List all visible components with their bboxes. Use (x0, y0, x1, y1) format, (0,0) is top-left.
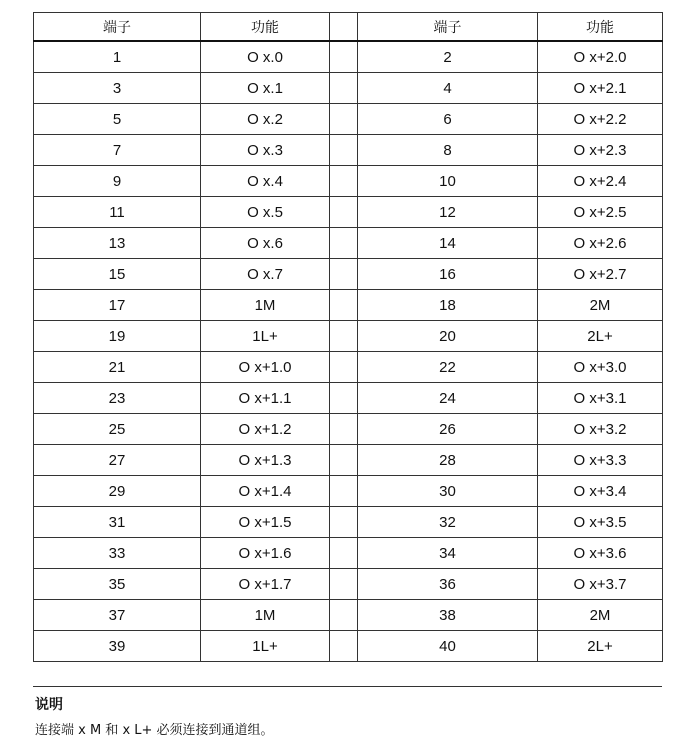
function-right-cell: 2L+ (538, 631, 663, 662)
function-left-cell: O x.4 (201, 166, 330, 197)
gap-cell (330, 383, 358, 414)
function-left-cell: O x+1.4 (201, 476, 330, 507)
function-right-cell: O x+2.6 (538, 228, 663, 259)
pin-right-cell: 4 (358, 73, 538, 104)
table-header-row (34, 13, 663, 42)
note-divider (33, 686, 662, 687)
function-left-cell: O x+1.2 (201, 414, 330, 445)
table-row (34, 197, 663, 228)
table-row (34, 321, 663, 352)
function-left-cell: O x.1 (201, 73, 330, 104)
gap-cell (330, 507, 358, 538)
pin-left-cell: 7 (34, 135, 201, 166)
table-row (34, 104, 663, 135)
table-row (34, 352, 663, 383)
gap-cell (330, 259, 358, 290)
table-row (34, 383, 663, 414)
pin-left-cell: 29 (34, 476, 201, 507)
function-left-cell: O x+1.6 (201, 538, 330, 569)
function-left-cell: O x+1.7 (201, 569, 330, 600)
function-right-cell: O x+3.2 (538, 414, 663, 445)
pin-left-cell: 35 (34, 569, 201, 600)
function-right-cell: 2M (538, 290, 663, 321)
pin-left-cell: 13 (34, 228, 201, 259)
pin-right-cell: 36 (358, 569, 538, 600)
gap-cell (330, 631, 358, 662)
pin-right-cell: 22 (358, 352, 538, 383)
gap-cell (330, 197, 358, 228)
function-right-cell: O x+2.0 (538, 41, 663, 73)
gap-cell (330, 135, 358, 166)
pin-left-cell: 25 (34, 414, 201, 445)
pin-left-cell: 23 (34, 383, 201, 414)
table-row (34, 166, 663, 197)
table-row (34, 600, 663, 631)
pin-right-cell: 2 (358, 41, 538, 73)
pin-right-cell: 10 (358, 166, 538, 197)
function-right-cell: O x+3.5 (538, 507, 663, 538)
function-left-cell: O x.0 (201, 41, 330, 73)
function-left-cell: O x+1.3 (201, 445, 330, 476)
function-right-cell: O x+3.4 (538, 476, 663, 507)
header-function-right: 功能 (538, 13, 663, 42)
gap-cell (330, 414, 358, 445)
gap-cell (330, 104, 358, 135)
table-row (34, 507, 663, 538)
table-row (34, 414, 663, 445)
gap-cell (330, 476, 358, 507)
pin-left-cell: 39 (34, 631, 201, 662)
pin-right-cell: 30 (358, 476, 538, 507)
table-row (34, 41, 663, 73)
gap-cell (330, 321, 358, 352)
header-pin-right: 端子 (358, 13, 538, 42)
table-row (34, 538, 663, 569)
function-left-cell: O x+1.1 (201, 383, 330, 414)
function-left-cell: 1M (201, 600, 330, 631)
function-left-cell: O x.6 (201, 228, 330, 259)
function-left-cell: O x.2 (201, 104, 330, 135)
pin-assignment-table (33, 12, 663, 662)
pin-left-cell: 17 (34, 290, 201, 321)
pin-right-cell: 8 (358, 135, 538, 166)
gap-cell (330, 166, 358, 197)
function-right-cell: O x+3.1 (538, 383, 663, 414)
pin-left-cell: 9 (34, 166, 201, 197)
note-title: 说明 (35, 697, 63, 713)
gap-cell (330, 290, 358, 321)
pin-left-cell: 5 (34, 104, 201, 135)
function-left-cell: O x.7 (201, 259, 330, 290)
pin-left-cell: 15 (34, 259, 201, 290)
header-function-left: 功能 (201, 13, 330, 42)
pin-left-cell: 1 (34, 41, 201, 73)
function-right-cell: O x+3.7 (538, 569, 663, 600)
pin-right-cell: 26 (358, 414, 538, 445)
gap-cell (330, 600, 358, 631)
function-right-cell: O x+2.5 (538, 197, 663, 228)
function-left-cell: 1L+ (201, 321, 330, 352)
table-body (34, 41, 663, 662)
gap-cell (330, 352, 358, 383)
table-row (34, 445, 663, 476)
function-right-cell: O x+2.3 (538, 135, 663, 166)
function-right-cell: O x+2.4 (538, 166, 663, 197)
note-text: 连接端 x M 和 x L+ 必须连接到通道组。 (35, 723, 274, 738)
pin-left-cell: 19 (34, 321, 201, 352)
gap-cell (330, 569, 358, 600)
pin-left-cell: 3 (34, 73, 201, 104)
table-row (34, 476, 663, 507)
pin-left-cell: 33 (34, 538, 201, 569)
function-right-cell: 2L+ (538, 321, 663, 352)
function-right-cell: 2M (538, 600, 663, 631)
pin-right-cell: 20 (358, 321, 538, 352)
table-row (34, 290, 663, 321)
pin-left-cell: 31 (34, 507, 201, 538)
function-left-cell: 1L+ (201, 631, 330, 662)
function-right-cell: O x+2.7 (538, 259, 663, 290)
function-left-cell: O x.5 (201, 197, 330, 228)
function-left-cell: 1M (201, 290, 330, 321)
table-row (34, 631, 663, 662)
function-left-cell: O x.3 (201, 135, 330, 166)
pin-right-cell: 34 (358, 538, 538, 569)
function-right-cell: O x+2.2 (538, 104, 663, 135)
table-row (34, 259, 663, 290)
pin-left-cell: 37 (34, 600, 201, 631)
gap-cell (330, 41, 358, 73)
function-right-cell: O x+3.0 (538, 352, 663, 383)
function-right-cell: O x+3.6 (538, 538, 663, 569)
pin-right-cell: 12 (358, 197, 538, 228)
pin-left-cell: 27 (34, 445, 201, 476)
pin-left-cell: 11 (34, 197, 201, 228)
pin-right-cell: 40 (358, 631, 538, 662)
pin-right-cell: 16 (358, 259, 538, 290)
gap-cell (330, 538, 358, 569)
gap-cell (330, 445, 358, 476)
gap-cell (330, 228, 358, 259)
pin-right-cell: 24 (358, 383, 538, 414)
header-gap (330, 13, 358, 42)
gap-cell (330, 73, 358, 104)
table-row (34, 73, 663, 104)
function-right-cell: O x+2.1 (538, 73, 663, 104)
table-row (34, 135, 663, 166)
pin-right-cell: 14 (358, 228, 538, 259)
table-row (34, 569, 663, 600)
pin-right-cell: 32 (358, 507, 538, 538)
pin-right-cell: 6 (358, 104, 538, 135)
function-left-cell: O x+1.0 (201, 352, 330, 383)
header-pin-left: 端子 (34, 13, 201, 42)
pin-right-cell: 28 (358, 445, 538, 476)
function-left-cell: O x+1.5 (201, 507, 330, 538)
pin-right-cell: 18 (358, 290, 538, 321)
pin-right-cell: 38 (358, 600, 538, 631)
pin-left-cell: 21 (34, 352, 201, 383)
function-right-cell: O x+3.3 (538, 445, 663, 476)
table-row (34, 228, 663, 259)
